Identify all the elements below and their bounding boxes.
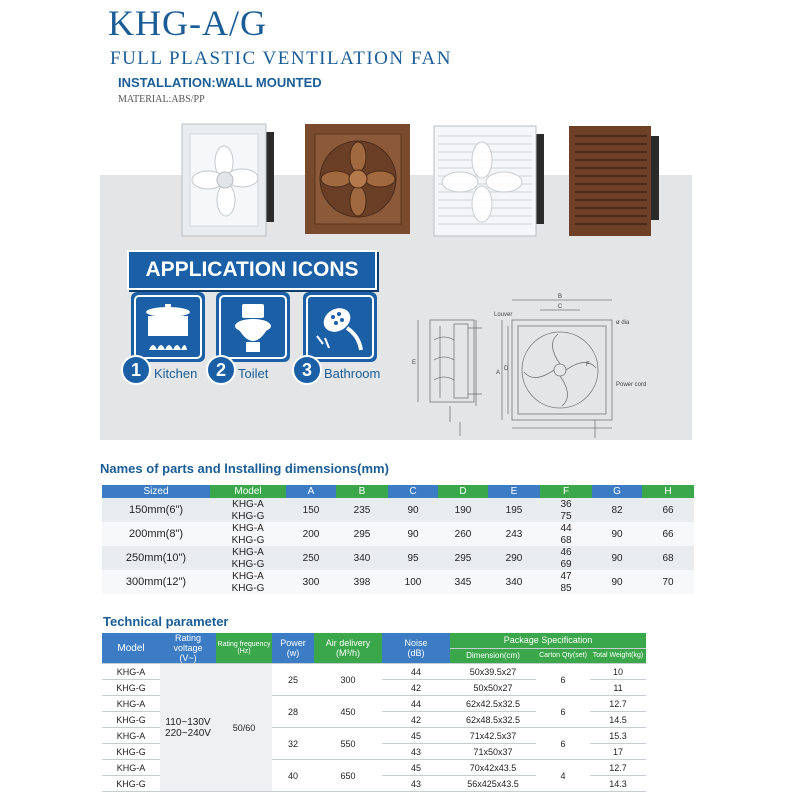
tech-header-power: Power (w)	[272, 633, 314, 664]
carton-qty-cell: 4	[536, 760, 590, 792]
air-delivery-cell: 550	[314, 728, 382, 760]
toilet-number: 2	[206, 355, 236, 385]
dim-g-cell: 90	[611, 552, 623, 564]
diagram-label-f: F	[586, 362, 590, 368]
size-cell: 150mm(6")	[128, 504, 184, 516]
package-dimension-cell: 71x42.5x37	[450, 728, 536, 744]
air-delivery-cell: 650	[314, 760, 382, 792]
tech-header-frequency: Rating frequency (Hz)	[216, 633, 272, 664]
dim-c-cell: 95	[407, 552, 419, 564]
dims-row	[102, 498, 694, 510]
toilet-label: Toilet	[238, 366, 269, 381]
package-dimension-cell: 62x48.5x32.5	[450, 712, 536, 728]
dim-h-cell: 66	[662, 504, 674, 516]
white-grille-fan-image	[432, 124, 547, 238]
weight-cell: 14.3	[590, 776, 646, 792]
noise-cell: 43	[382, 744, 450, 760]
diagram-label-b: B	[557, 294, 563, 300]
material-note: MATERIAL:ABS/PP	[118, 94, 205, 105]
package-dimension-cell: 70x42x43.5	[450, 760, 536, 776]
weight-cell: 12.7	[590, 760, 646, 776]
diagram-label-dia: ø dia	[616, 320, 630, 326]
dim-h-cell: 70	[662, 576, 674, 588]
tech-header-model: Model	[102, 633, 160, 664]
shower-icon	[303, 292, 377, 362]
noise-cell: 45	[382, 728, 450, 744]
bathroom-tile	[303, 292, 377, 362]
air-delivery-cell: 450	[314, 696, 382, 728]
header-b: B	[336, 485, 388, 498]
package-dimension-cell: 50x50x27	[450, 680, 536, 696]
header-d: D	[438, 485, 488, 498]
header-f: F	[540, 485, 592, 498]
tech-header-dimension: Dimension(cm)	[450, 648, 536, 663]
dim-g-cell: 82	[611, 504, 623, 516]
dims-row	[102, 522, 694, 534]
tech-model-cell: KHG-G	[102, 712, 160, 728]
dim-d-cell: 190	[454, 504, 472, 516]
noise-cell: 42	[382, 712, 450, 728]
weight-cell: 14.5	[590, 712, 646, 728]
dim-f-cell: 47	[560, 570, 572, 582]
dim-g-cell: 90	[611, 528, 623, 540]
package-dimension-cell: 71x50x37	[450, 744, 536, 760]
dim-d-cell: 260	[454, 528, 472, 540]
tech-model-cell: KHG-G	[102, 744, 160, 760]
bathroom-number: 3	[292, 355, 322, 385]
product-title: KHG-A/G	[108, 3, 267, 43]
diagram-label-e: E	[412, 360, 417, 366]
dim-b-cell: 398	[353, 576, 371, 588]
tech-header-noise: Noise (dB)	[382, 633, 450, 664]
dim-f-cell: 68	[560, 534, 572, 546]
header-g: G	[592, 485, 642, 498]
dims-row	[102, 570, 694, 582]
model-cell: KHG-A	[232, 546, 264, 558]
diagram-label-c: C	[557, 304, 563, 310]
dim-f-cell: 69	[560, 558, 572, 570]
tech-row	[102, 664, 646, 680]
noise-cell: 45	[382, 760, 450, 776]
weight-cell: 12.7	[590, 696, 646, 712]
tech-model-cell: KHG-A	[102, 728, 160, 744]
dim-a-cell: 300	[302, 576, 320, 588]
dim-e-cell: 195	[505, 504, 523, 516]
model-cell: KHG-A	[232, 522, 264, 534]
dim-b-cell: 340	[353, 552, 371, 564]
header-c: C	[388, 485, 438, 498]
carton-qty-cell: 6	[536, 728, 590, 760]
noise-cell: 44	[382, 696, 450, 712]
diagram-label-d: D	[504, 366, 509, 372]
toilet-icon	[216, 292, 290, 362]
dim-e-cell: 243	[505, 528, 523, 540]
noise-cell: 42	[382, 680, 450, 696]
dim-f-cell: 75	[560, 510, 572, 522]
model-cell: KHG-G	[231, 534, 265, 546]
technical-table	[102, 633, 646, 792]
dim-c-cell: 90	[407, 528, 419, 540]
header-h: H	[642, 485, 694, 498]
header-model: Model	[210, 485, 286, 498]
model-cell: KHG-G	[231, 582, 265, 594]
power-cell: 25	[272, 664, 314, 696]
noise-cell: 44	[382, 664, 450, 680]
dim-e-cell: 290	[505, 552, 523, 564]
tech-header-package: Package Specification	[450, 633, 646, 648]
dim-b-cell: 235	[353, 504, 371, 516]
dim-c-cell: 90	[407, 504, 419, 516]
dim-a-cell: 200	[302, 528, 320, 540]
carton-qty-cell: 6	[536, 696, 590, 728]
dims-heading: Names of parts and lnstalling dimensions(mm)	[100, 461, 389, 476]
bathroom-label: Bathroom	[324, 366, 381, 381]
size-cell: 300mm(12")	[125, 576, 187, 588]
tech-model-cell: KHG-A	[102, 696, 160, 712]
dim-d-cell: 295	[454, 552, 472, 564]
header-a: A	[286, 485, 336, 498]
dims-row	[102, 546, 694, 558]
dim-e-cell: 340	[505, 576, 523, 588]
dim-a-cell: 250	[302, 552, 320, 564]
weight-cell: 15.3	[590, 728, 646, 744]
size-cell: 250mm(10")	[125, 552, 187, 564]
air-delivery-cell: 300	[314, 664, 382, 696]
woodgrain-fan-image	[305, 124, 415, 236]
tech-header-carton: Carton Qty(set)	[536, 648, 590, 663]
package-dimension-cell: 56x425x43.5	[450, 776, 536, 792]
application-icons-banner: APPLICATION ICONS	[127, 250, 377, 290]
dim-d-cell: 345	[454, 576, 472, 588]
kitchen-label: Kitchen	[154, 366, 198, 381]
dim-b-cell: 295	[353, 528, 371, 540]
voltage-cell: 110~130V 220~240V	[160, 664, 216, 792]
white-fan-image	[180, 120, 280, 240]
model-cell: KHG-A	[232, 570, 264, 582]
diagram-label-louver: Louver	[494, 312, 513, 318]
dim-c-cell: 100	[404, 576, 422, 588]
tech-model-cell: KHG-A	[102, 760, 160, 776]
tech-heading: Technical parameter	[103, 614, 229, 629]
weight-cell: 10	[590, 664, 646, 680]
header-sized: Sized	[102, 485, 210, 498]
kitchen-number: 1	[121, 355, 151, 385]
dim-h-cell: 68	[662, 552, 674, 564]
cooking-pot-icon	[131, 292, 205, 362]
frequency-cell: 50/60	[216, 664, 272, 792]
tech-header-voltage: Rating voltage (V~)	[160, 633, 216, 664]
dim-f-cell: 36	[560, 498, 572, 510]
header-e: E	[488, 485, 540, 498]
kitchen-tile	[131, 292, 205, 362]
tech-header-air: Air delivery (M³/h)	[314, 633, 382, 664]
dim-f-cell: 85	[560, 582, 572, 594]
tech-model-cell: KHG-G	[102, 776, 160, 792]
power-cell: 32	[272, 728, 314, 760]
installation-diagram	[410, 290, 647, 440]
carton-qty-cell: 6	[536, 664, 590, 696]
weight-cell: 17	[590, 744, 646, 760]
model-cell: KHG-G	[231, 558, 265, 570]
package-dimension-cell: 62x42.5x32.5	[450, 696, 536, 712]
woodgrain-louver-fan-image	[567, 122, 667, 240]
power-cell: 28	[272, 696, 314, 728]
diagram-label-power-cord: Power cord	[616, 382, 647, 388]
model-cell: KHG-A	[232, 498, 264, 510]
tech-model-cell: KHG-G	[102, 680, 160, 696]
dim-f-cell: 44	[560, 522, 572, 534]
dim-g-cell: 90	[611, 576, 623, 588]
size-cell: 200mm(8")	[128, 528, 184, 540]
model-cell: KHG-G	[231, 510, 265, 522]
dim-a-cell: 150	[302, 504, 320, 516]
tech-header-weight: Total Weight(kg)	[590, 648, 646, 663]
diagram-label-a: A	[496, 370, 501, 376]
toilet-tile	[216, 292, 290, 362]
noise-cell: 43	[382, 776, 450, 792]
installation-note: INSTALLATION:WALL MOUNTED	[118, 75, 322, 90]
package-dimension-cell: 50x39.5x27	[450, 664, 536, 680]
tech-model-cell: KHG-A	[102, 664, 160, 680]
weight-cell: 11	[590, 680, 646, 696]
power-cell: 40	[272, 760, 314, 792]
product-subtitle: FULL PLASTIC VENTILATION FAN	[110, 48, 452, 69]
dim-f-cell: 46	[560, 546, 572, 558]
dim-h-cell: 66	[662, 528, 674, 540]
dimensions-table	[102, 485, 694, 594]
